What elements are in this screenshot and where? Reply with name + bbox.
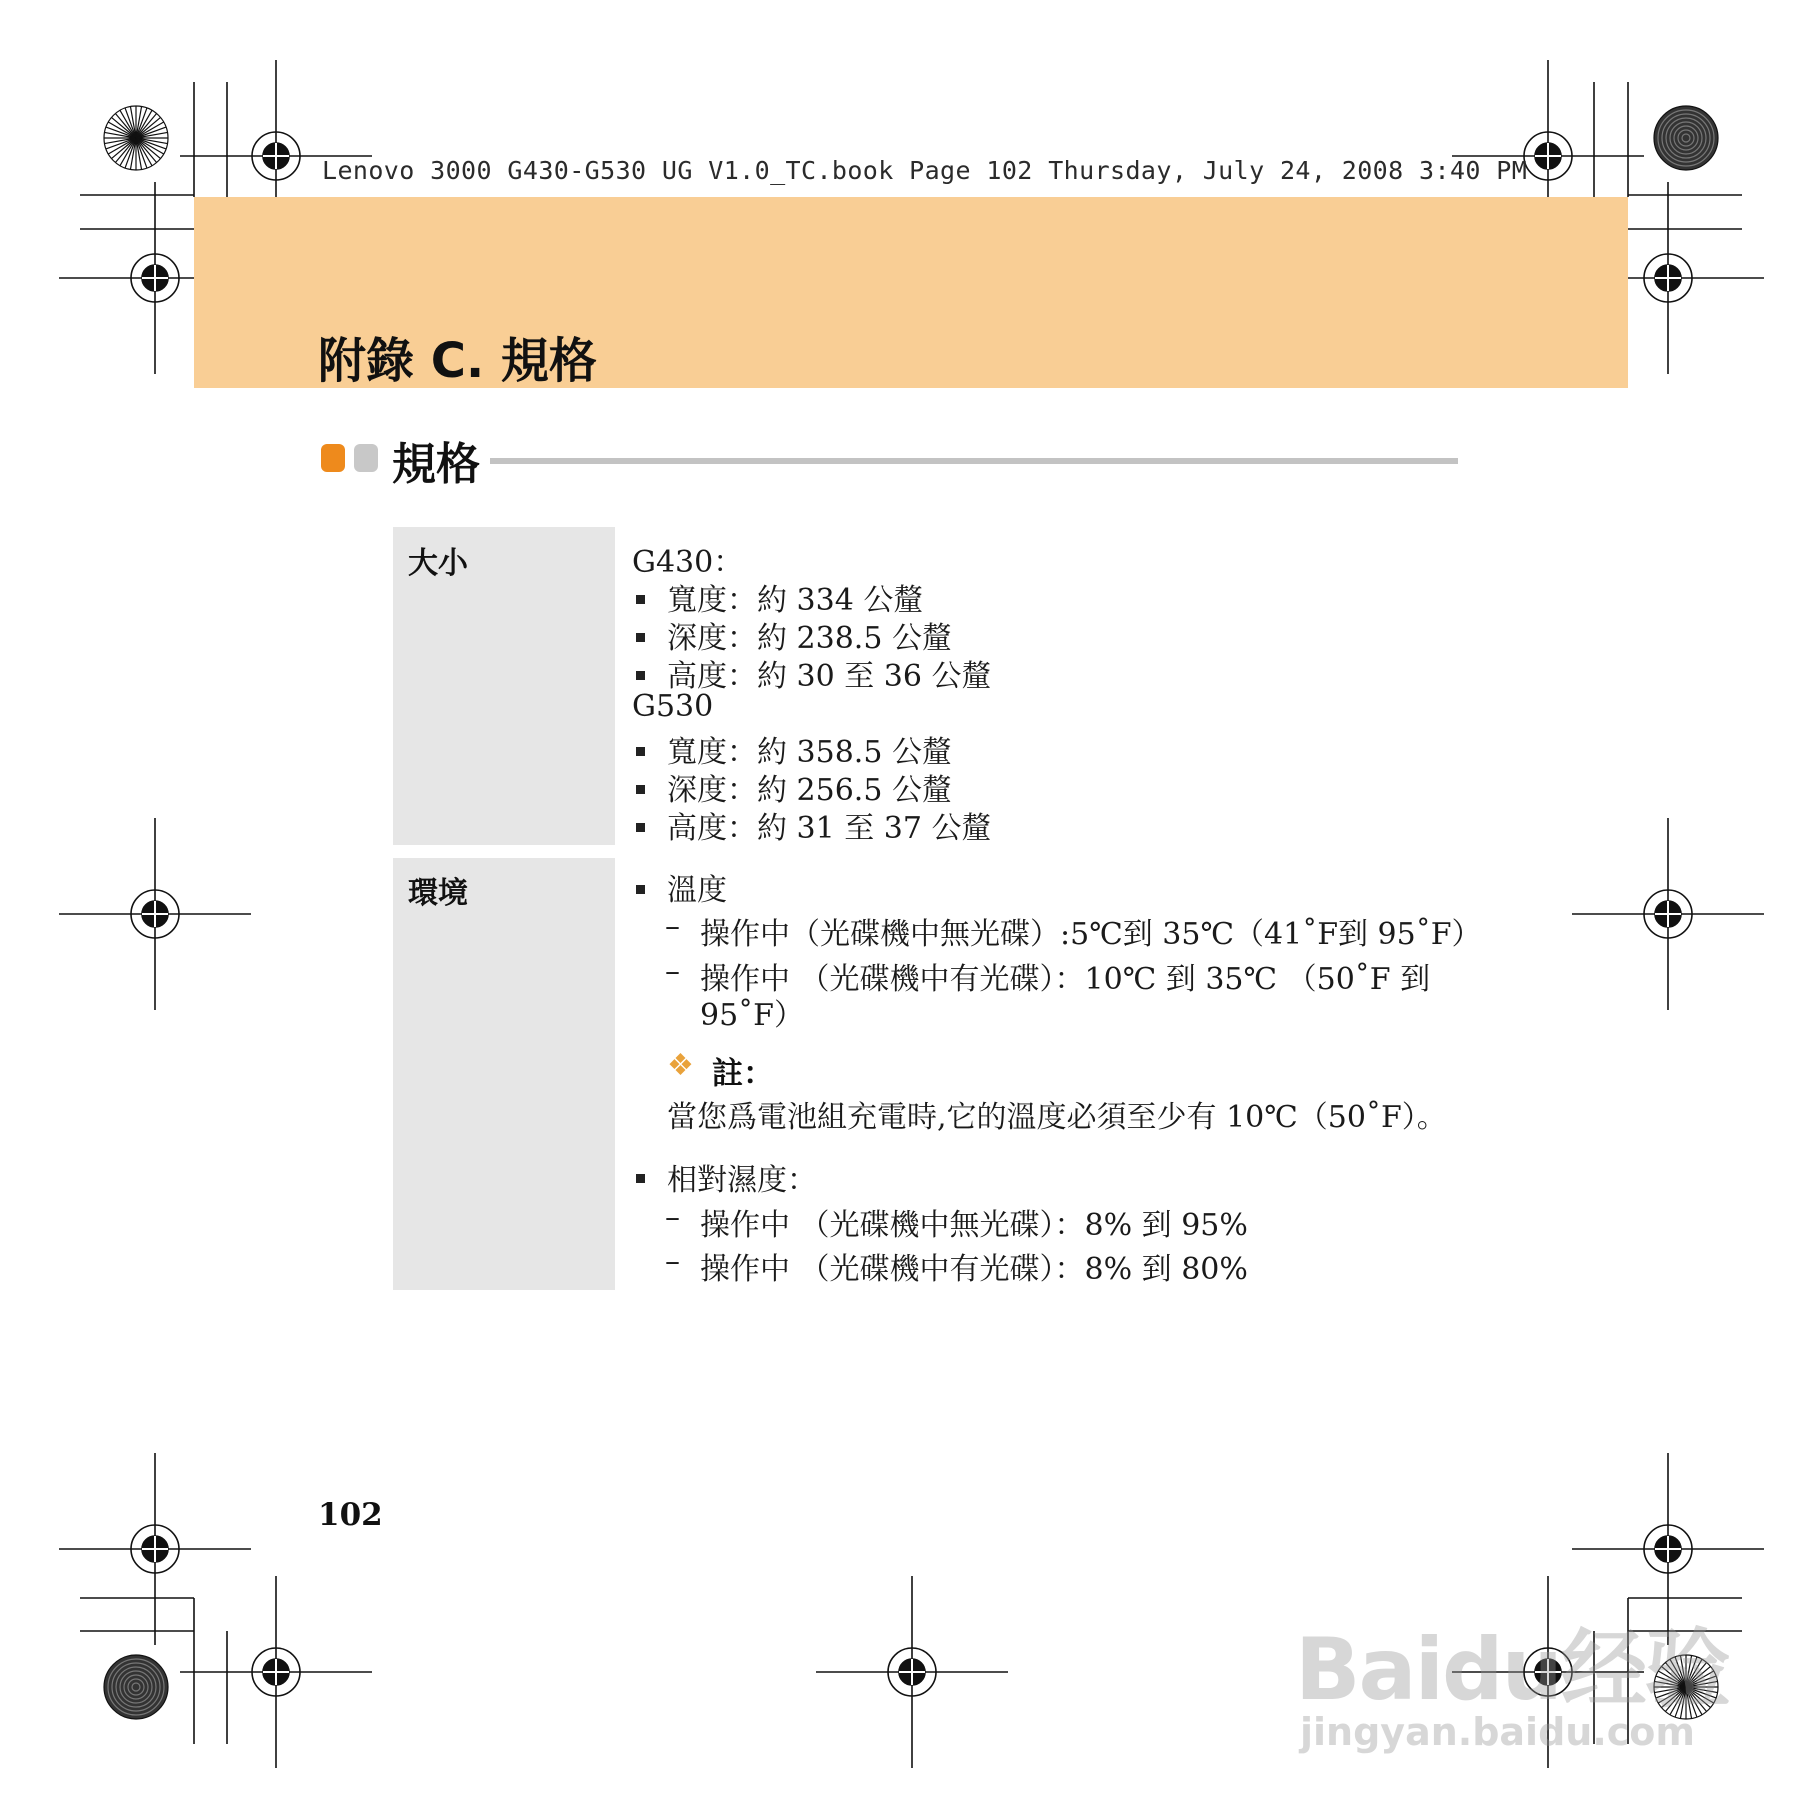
bullet-square-icon bbox=[636, 627, 645, 646]
temperature-item-with-disc-cont: 95˚F） bbox=[700, 998, 804, 1033]
env-label-cell bbox=[393, 858, 615, 1290]
size-label: 大小 bbox=[408, 546, 468, 581]
section-rule bbox=[490, 458, 1458, 464]
humidity-item-no-disc: 操作中 （光碟機中無光碟）：8% 到 95% bbox=[700, 1208, 1248, 1243]
note-text: 當您爲電池組充電時,它的溫度必須至少有 10℃（50˚F）。 bbox=[667, 1100, 1447, 1135]
crosshair-icon bbox=[59, 818, 251, 1010]
chapter-title: 附錄 C. 規格 bbox=[318, 333, 597, 389]
section-title: 規格 bbox=[392, 439, 480, 490]
registration-target-icon bbox=[1654, 106, 1718, 170]
dash-icon: – bbox=[665, 1244, 680, 1279]
humidity-item-with-disc: 操作中 （光碟機中有光碟）：8% 到 80% bbox=[700, 1252, 1248, 1287]
bullet-square-icon bbox=[636, 879, 645, 898]
g430-width: 寬度：約 334 公釐 bbox=[667, 583, 924, 618]
dash-icon: – bbox=[665, 954, 680, 989]
watermark-logo: Baidu经验 bbox=[1295, 1620, 1729, 1720]
crosshair-icon bbox=[180, 1576, 372, 1768]
g530-height: 高度：約 31 至 37 公釐 bbox=[667, 811, 992, 846]
bullet-square-icon bbox=[636, 1168, 645, 1187]
g530-heading: G530 bbox=[632, 689, 714, 724]
page-number: 102 bbox=[318, 1497, 383, 1533]
note-title: 註： bbox=[712, 1056, 774, 1092]
crosshair-icon bbox=[1572, 818, 1764, 1010]
dash-icon: – bbox=[665, 1200, 680, 1235]
watermark-url: jingyan.baidu.com bbox=[1300, 1710, 1695, 1754]
g430-depth: 深度：約 238.5 公釐 bbox=[667, 621, 952, 656]
temperature-item-no-disc: 操作中（光碟機中無光碟）:5℃到 35℃（41˚F到 95˚F） bbox=[700, 917, 1482, 952]
temperature-item-with-disc: 操作中 （光碟機中有光碟）：10℃ 到 35℃ （50˚F 到 bbox=[700, 962, 1431, 997]
section-bullet-orange bbox=[321, 444, 345, 472]
bullet-square-icon bbox=[636, 741, 645, 760]
bullet-square-icon bbox=[636, 589, 645, 608]
crosshair-icon bbox=[816, 1576, 1008, 1768]
note-diamond-icon: ❖ bbox=[667, 1048, 694, 1083]
humidity-heading: 相對濕度： bbox=[667, 1163, 817, 1198]
crosshair-icon bbox=[59, 1453, 251, 1645]
g430-heading: G430： bbox=[632, 545, 744, 580]
registration-target-icon bbox=[104, 1655, 168, 1719]
registration-target-icon bbox=[104, 106, 168, 170]
g430-height: 高度：約 30 至 36 公釐 bbox=[667, 659, 992, 694]
bullet-square-icon bbox=[636, 779, 645, 798]
print-header: Lenovo 3000 G430-G530 UG V1.0_TC.book Page 102 Thursday, July 24, 2008 3:40 PM bbox=[322, 156, 1528, 185]
temperature-heading: 溫度 bbox=[667, 873, 727, 908]
bullet-square-icon bbox=[636, 665, 645, 684]
env-label: 環境 bbox=[408, 876, 468, 911]
dash-icon: – bbox=[665, 909, 680, 944]
bullet-square-icon bbox=[636, 817, 645, 836]
section-bullet-gray bbox=[354, 444, 378, 472]
g530-depth: 深度：約 256.5 公釐 bbox=[667, 773, 952, 808]
g530-width: 寬度：約 358.5 公釐 bbox=[667, 735, 952, 770]
